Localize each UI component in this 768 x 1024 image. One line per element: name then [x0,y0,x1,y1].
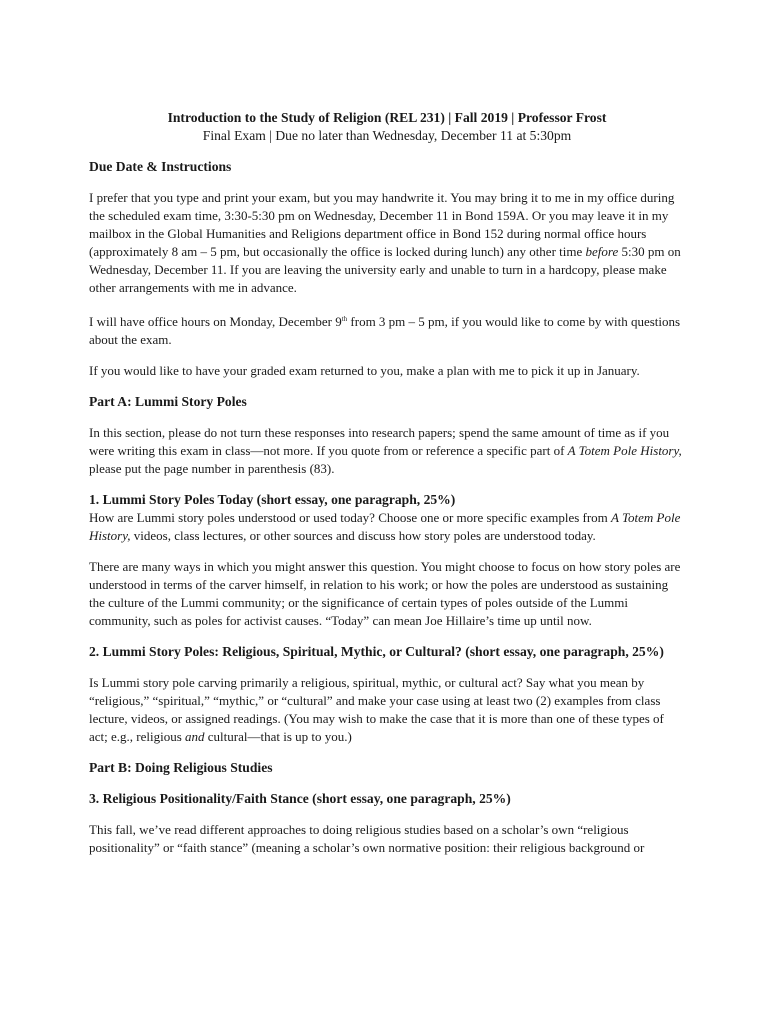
due-instructions-paragraph: I prefer that you type and print your exam, but you may handwrite it. You may bring it to me in my office during the scheduled exam time, 3:30-5:30 pm on Wednesday, December 11 in Bond 159A. Or you may leave it in my mailbox in the Global Humanities and Religions department office in Bond 152 during normal office hours (approximately 8 am – 5 pm, but occasionally the office is locked during lunch) any other time before 5:30 pm on Wednesday, December 11. If you are leaving the university early and unable to turn in a hardcopy, please make other arrangements with me in advance. [89,190,681,295]
document-subtitle: Final Exam | Due no later than Wednesday, December 11 at 5:30pm [202,128,572,143]
question-2-heading: 2. Lummi Story Poles: Religious, Spiritual, Mythic, or Cultural? (short essay, one paragraph, 25%) [89,644,664,659]
exam-document [89,109,685,870]
part-a-intro: In this section, please do not turn these responses into research papers; spend the same amount of time as if you were writing this exam in class—not more. If you quote from or reference a specific part of A Totem Pole History, please put the page number in parenthesis (83). [89,425,682,476]
part-a-heading: Part A: Lummi Story Poles [89,394,247,409]
question-1-prompt: How are Lummi story poles understood or used today? Choose one or more specific examples from A Totem Pole History, videos, class lectures, or other sources and discuss how story poles are understood today. [89,510,681,543]
question-1-heading: 1. Lummi Story Poles Today (short essay, one paragraph, 25%) [89,492,456,507]
question-1-guidance: There are many ways in which you might answer this question. You might choose to focus on how story poles are understood in terms of the carver himself, in relation to his work; or how the poles are understood as sustaining the culture of the Lummi community; or the significance of certain types of poles outside of the Lummi community, such as poles for activist causes. “Today” can mean Joe Hillaire’s time up until now. [89,559,681,628]
question-3-heading: 3. Religious Positionality/Faith Stance (short essay, one paragraph, 25%) [89,791,511,806]
graded-exam-paragraph: If you would like to have your graded exam returned to you, make a plan with me to pick it up in January. [89,363,640,378]
document-title: Introduction to the Study of Religion (REL 231) | Fall 2019 | Professor Frost [167,110,607,125]
due-date-heading: Due Date & Instructions [89,159,232,174]
question-3-prompt: This fall, we’ve read different approaches to doing religious studies based on a scholar’s own “religious positionality” or “faith stance” (meaning a scholar’s own normative position: their religious background or [89,822,645,855]
question-2-prompt: Is Lummi story pole carving primarily a religious, spiritual, mythic, or cultural act? Say what you mean by “religious,” “spiritual,” “mythic,” or “cultural” and make your case using at least two (2) examples from class lecture, videos, or assigned readings. (You may wish to make the case that it is more than one of these types of act; e.g., religious and cultural—that is up to you.) [89,675,664,744]
part-b-heading: Part B: Doing Religious Studies [89,760,273,775]
office-hours-paragraph: I will have office hours on Monday, December 9th from 3 pm – 5 pm, if you would like to come by with questions about the exam. [89,314,681,347]
